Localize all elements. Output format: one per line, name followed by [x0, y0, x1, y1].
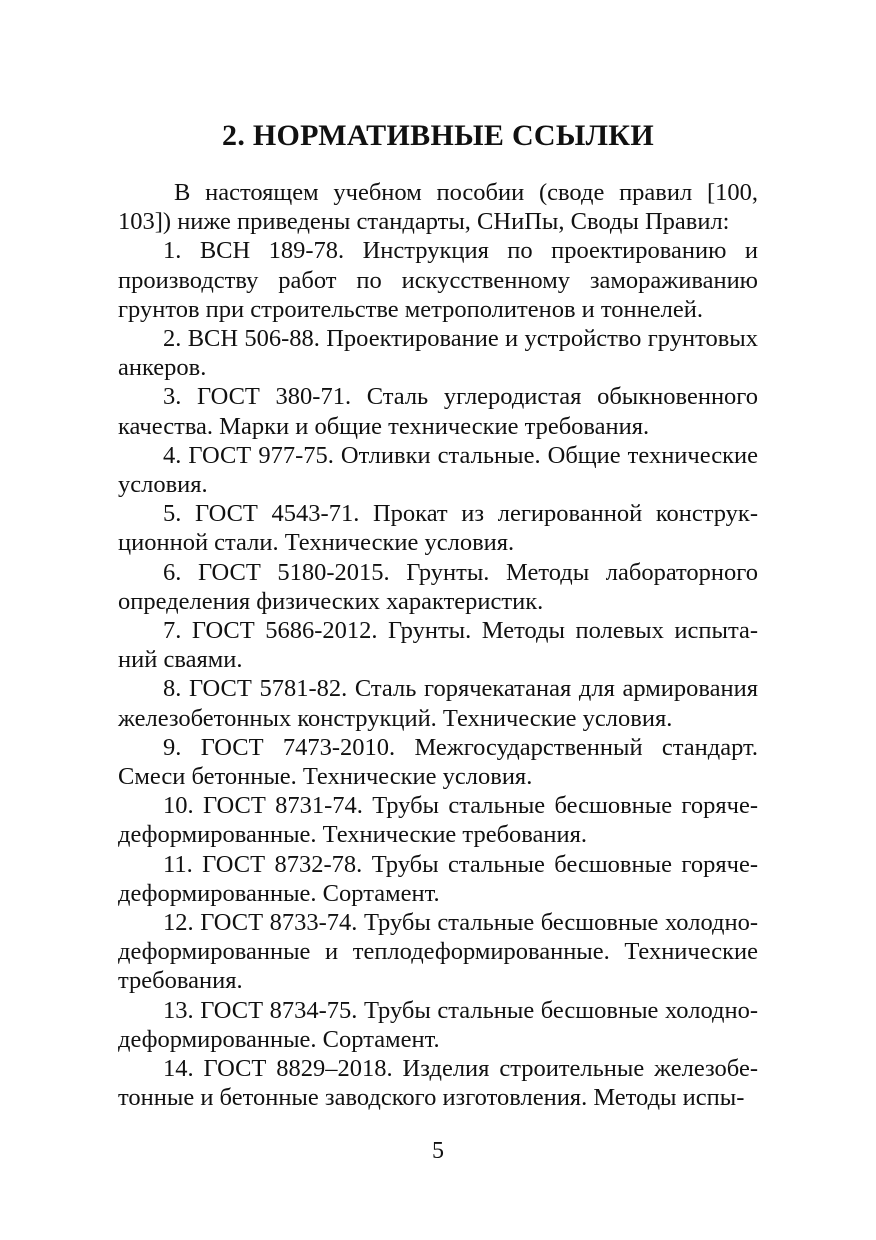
reference-item: 6. ГОСТ 5180-2015. Грунты. Методы лабораторного определения физических характеристик.: [118, 558, 758, 615]
page-number: 5: [432, 1138, 444, 1164]
reference-item: 12. ГОСТ 8733-74. Трубы стальные бесшовные холодно-деформированные и теплодеформированные. Технические требования.: [118, 909, 758, 995]
reference-item: 4. ГОСТ 977-75. Отливки стальные. Общие технические условия.: [118, 441, 758, 499]
reference-item: 8. ГОСТ 5781-82. Сталь горячекатаная для армирования железобетонных конструкций. Технические условия.: [118, 675, 758, 732]
reference-item: 5. ГОСТ 4543-71. Прокат из легированной конструкционной стали. Технические условия.: [118, 500, 758, 557]
reference-item: 13. ГОСТ 8734-75. Трубы стальные бесшовные холоднодеформированные. Сортамент.: [118, 996, 758, 1053]
reference-item: 7. ГОСТ 5686-2012. Грунты. Методы полевых испытаний сваями.: [118, 617, 758, 674]
section-heading: 2. НОРМАТИВНЫЕ ССЫЛКИ: [222, 119, 654, 152]
reference-item: 11. ГОСТ 8732-78. Трубы стальные бесшовные горячедеформированные. Сортамент.: [118, 850, 758, 907]
reference-item: 14. ГОСТ 8829–2018. Изделия строительные железобетонные и бетонные заводского изготовления. Методы испы-: [118, 1055, 758, 1112]
document-page: [118, 0, 758, 1240]
intro-paragraph: В настоящем учебном пособии (своде правил [100, 103]) ниже приведены стандарты, СНиПы, Своды Правил:: [118, 179, 758, 236]
reference-item: 3. ГОСТ 380-71. Сталь углеродистая обыкновенного качества. Марки и общие технические требования.: [118, 383, 758, 440]
reference-item: 9. ГОСТ 7473-2010. Межгосударственный стандарт. Смеси бетонные. Технические условия.: [118, 733, 758, 791]
reference-item: 1. ВСН 189-78. Инструкция по проектированию и производству работ по искусственному замораживанию грунтов при строительстве метрополитенов и тоннелей.: [118, 237, 758, 323]
reference-item: 10. ГОСТ 8731-74. Трубы стальные бесшовные горячедеформированные. Технические требования.: [118, 792, 758, 849]
reference-item: 2. ВСН 506-88. Проектирование и устройство грунтовых анкеров.: [118, 325, 758, 382]
body-text: [118, 178, 758, 1113]
